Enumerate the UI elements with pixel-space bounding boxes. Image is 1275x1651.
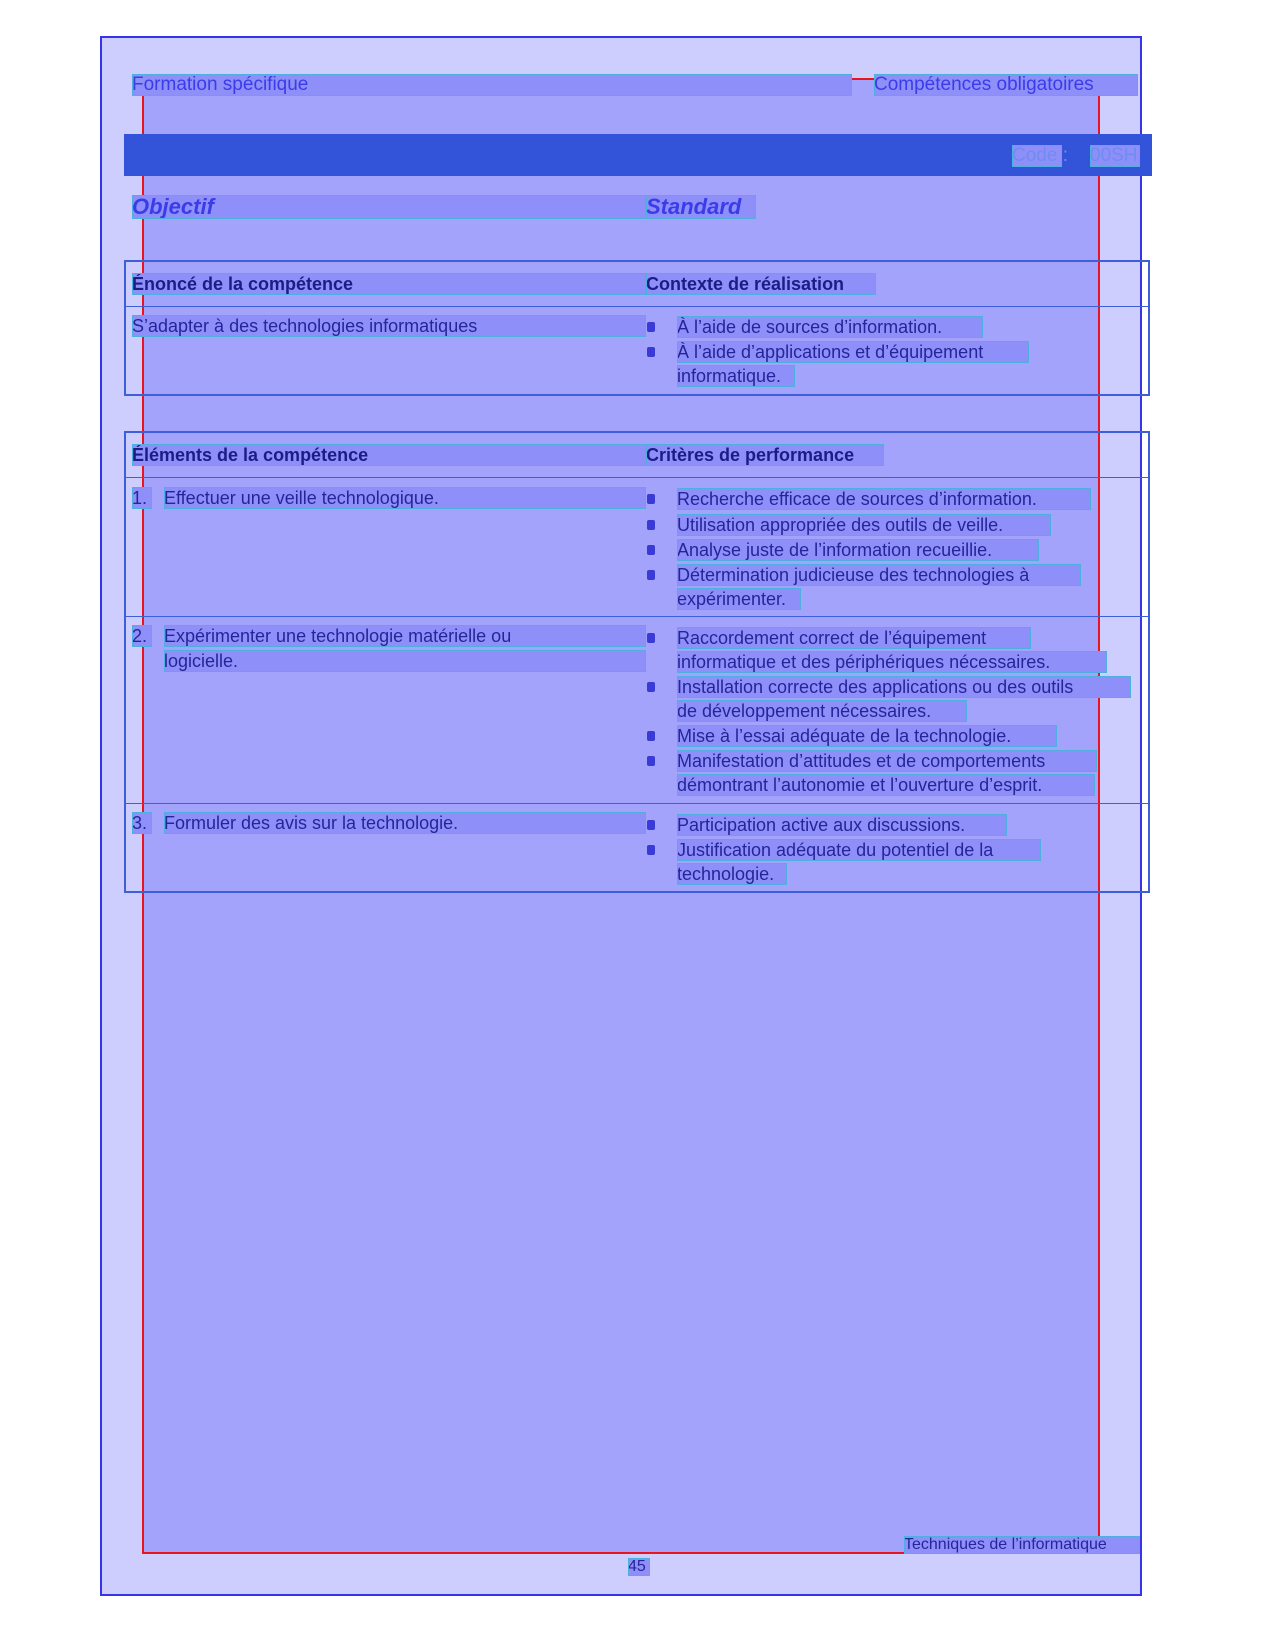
bullet-icon xyxy=(647,756,655,766)
competency-statement: S’adapter à des technologies informatiques xyxy=(132,315,646,337)
competency-element: Effectuer une veille technologique. xyxy=(164,487,646,509)
bullet-icon xyxy=(647,520,655,530)
performance-criterion: Analyse juste de l’information recueillie. xyxy=(677,539,1039,561)
performance-criterion: Raccordement correct de l’équipement xyxy=(677,627,1031,649)
performance-criterion-continued: démontrant l’autonomie et l’ouverture d’esprit. xyxy=(677,774,1095,796)
bullet-icon xyxy=(647,820,655,830)
table1-header-statement: Énoncé de la compétence xyxy=(132,273,646,295)
bullet-icon xyxy=(647,347,655,357)
element-number: 2. xyxy=(132,625,152,647)
footer-program-name: Techniques de l’informatique xyxy=(904,1536,1140,1554)
context-item: À l’aide de sources d’information. xyxy=(677,316,983,338)
performance-criterion: Installation correcte des applications ou des outils xyxy=(677,676,1131,698)
performance-criterion-continued: technologie. xyxy=(677,863,787,885)
context-item: À l’aide d’applications et d’équipement xyxy=(677,341,1029,363)
code-value: 00SH xyxy=(1090,145,1140,167)
table2-header-elements: Éléments de la compétence xyxy=(132,444,646,466)
competency-element: Formuler des avis sur la technologie. xyxy=(164,812,646,834)
bullet-icon xyxy=(647,570,655,580)
bullet-icon xyxy=(647,845,655,855)
section-title-objectif: Objectif xyxy=(132,195,646,219)
competency-element: Expérimenter une technologie matérielle ou xyxy=(164,625,646,647)
row-divider xyxy=(126,616,1148,617)
page-number: 45 xyxy=(628,1558,650,1576)
performance-criterion-continued: expérimenter. xyxy=(677,588,801,610)
table-divider xyxy=(126,477,1148,478)
row-divider xyxy=(126,803,1148,804)
performance-criterion: Mise à l’essai adéquate de la technologie. xyxy=(677,725,1057,747)
bullet-icon xyxy=(647,633,655,643)
bullet-icon xyxy=(647,494,655,504)
bullet-icon xyxy=(647,682,655,692)
bullet-icon xyxy=(647,731,655,741)
competency-element-continued: logicielle. xyxy=(164,650,646,672)
performance-criterion: Participation active aux discussions. xyxy=(677,814,1007,836)
context-item-continued: informatique. xyxy=(677,365,795,387)
table-divider xyxy=(126,306,1148,307)
performance-criterion-continued: informatique et des périphériques nécessaires. xyxy=(677,651,1107,673)
table2-header-criteria: Critères de performance xyxy=(646,444,884,466)
code-label: Code : xyxy=(1012,145,1068,166)
header-band xyxy=(124,134,1152,176)
bullet-icon xyxy=(647,322,655,332)
performance-criterion: Justification adéquate du potentiel de la xyxy=(677,839,1041,861)
header-program-section: Formation spécifique xyxy=(132,74,852,96)
table1-header-context: Contexte de réalisation xyxy=(646,273,876,295)
bullet-icon xyxy=(647,545,655,555)
header-competency-type: Compétences obligatoires xyxy=(874,74,1138,96)
performance-criterion: Détermination judicieuse des technologies à xyxy=(677,564,1081,586)
performance-criterion: Recherche efficace de sources d’information. xyxy=(677,488,1091,510)
element-number: 3. xyxy=(132,812,152,834)
section-title-standard: Standard xyxy=(646,195,756,219)
performance-criterion: Utilisation appropriée des outils de veille. xyxy=(677,514,1051,536)
performance-criterion-continued: de développement nécessaires. xyxy=(677,700,967,722)
performance-criterion: Manifestation d’attitudes et de comportements xyxy=(677,750,1097,772)
element-number: 1. xyxy=(132,487,152,509)
